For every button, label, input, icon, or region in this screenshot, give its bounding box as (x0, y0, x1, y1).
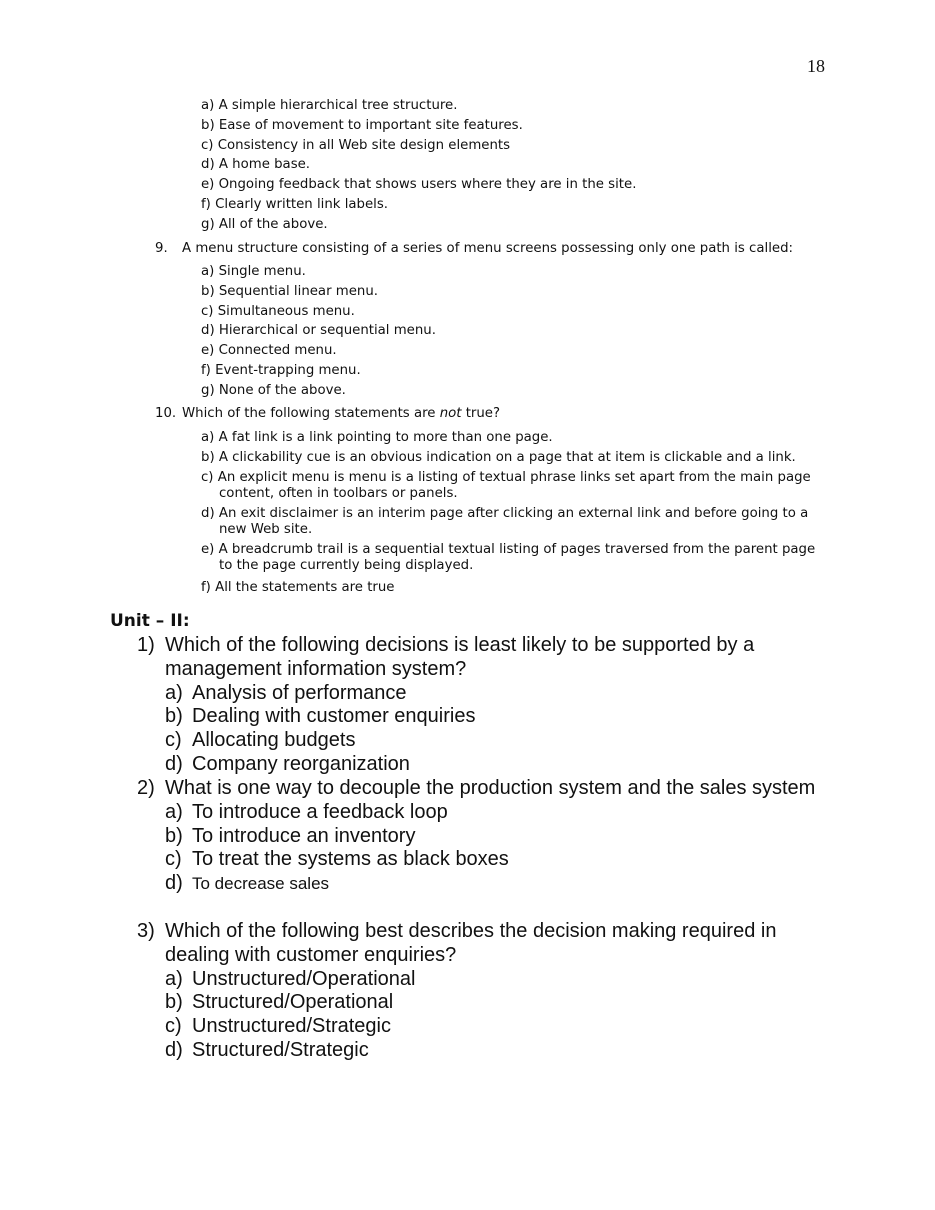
unit2-question-3 (137, 920, 817, 1063)
option-text: Company reorganization (192, 752, 410, 775)
option (165, 872, 817, 896)
option-letter: c) (165, 729, 182, 752)
option-text: Unstructured/Operational (192, 967, 416, 990)
option-letter: c) (165, 1015, 182, 1038)
option: g) None of the above. (201, 382, 346, 398)
question-9 (155, 239, 793, 259)
question-text: Which of the following decisions is least likely to be supported by a management information system? (165, 634, 755, 680)
option (165, 848, 817, 872)
question-text: A menu structure consisting of a series of menu screens possessing only one path is called: (182, 241, 794, 256)
option (165, 991, 817, 1015)
option: c) Simultaneous menu. (201, 303, 355, 319)
option-text: Analysis of performance (192, 681, 407, 704)
q9-options (201, 262, 436, 401)
option-letter: b) (165, 991, 183, 1014)
unit2-question-1 (137, 634, 817, 777)
option-letter: b) (165, 705, 183, 728)
question-text: What is one way to decouple the production system and the sales system (165, 777, 816, 799)
option: c) Consistency in all Web site design elements (201, 137, 511, 153)
option: b) Ease of movement to important site features. (201, 117, 523, 133)
option: a) A fat link is a link pointing to more than one page. (201, 430, 553, 445)
option (165, 825, 817, 849)
option: e) A breadcrumb trail is a sequential textual listing of pages traversed from the parent page to the page currently being displayed. (201, 541, 816, 574)
option-text: Structured/Strategic (192, 1038, 369, 1061)
question-number: 9. (155, 241, 168, 256)
option: f) Event-trapping menu. (201, 362, 361, 378)
q8-options (201, 96, 636, 235)
option (165, 705, 817, 729)
option-text: To introduce a feedback loop (192, 800, 448, 823)
unit2-question-2 (137, 777, 817, 896)
option (165, 801, 817, 825)
question-number: 2) (137, 777, 155, 799)
option-letter: a) (165, 967, 183, 990)
option: c) An explicit menu is menu is a listing of textual phrase links set apart from the main page content, often in toolbars or panels. (201, 469, 811, 502)
option: f) All the statements are true (201, 579, 395, 595)
option-text: Unstructured/Strategic (192, 1015, 391, 1038)
option (165, 753, 817, 777)
option: a) A simple hierarchical tree structure. (201, 98, 458, 113)
option-text: Dealing with customer enquiries (192, 705, 476, 728)
option (165, 1015, 817, 1039)
option (165, 968, 817, 992)
option-text: Structured/Operational (192, 991, 394, 1014)
option-text: Allocating budgets (192, 729, 356, 752)
question-text: Which of the following best describes the decision making required in dealing with customer enquiries? (165, 920, 777, 966)
question-text: Which of the following statements are (182, 406, 440, 421)
page-number: 18 (807, 56, 825, 76)
option (165, 682, 817, 706)
option: e) Connected menu. (201, 343, 337, 359)
question-number: 10. (155, 406, 177, 421)
option-text: To introduce an inventory (192, 824, 416, 847)
option: g) All of the above. (201, 216, 328, 232)
question-text-end: true? (461, 406, 501, 421)
q10-options (201, 428, 826, 597)
option: d) Hierarchical or sequential menu. (201, 323, 436, 339)
option-letter: d) (165, 1038, 183, 1061)
option-text: To decrease sales (192, 874, 330, 894)
unit-heading: Unit – II: (110, 611, 190, 631)
option-letter: d) (165, 752, 183, 775)
question-number: 3) (137, 920, 155, 942)
option (165, 1039, 817, 1063)
option-letter: a) (165, 800, 183, 823)
question-10 (155, 404, 500, 424)
option-letter: b) (165, 824, 183, 847)
option: b) Sequential linear menu. (201, 283, 378, 299)
option: b) A clickability cue is an obvious indication on a page that at item is clickable and a link. (201, 449, 796, 465)
option: f) Clearly written link labels. (201, 196, 389, 212)
option: d) A home base. (201, 157, 311, 173)
question-number: 1) (137, 634, 155, 656)
option: d) An exit disclaimer is an interim page after clicking an external link and before going to a new Web site. (201, 505, 809, 538)
option-letter: d) (165, 872, 183, 895)
option: a) Single menu. (201, 264, 306, 279)
option: e) Ongoing feedback that shows users where they are in the site. (201, 177, 637, 193)
option-letter: c) (165, 848, 182, 871)
question-emphasis: not (439, 406, 462, 421)
option-letter: a) (165, 681, 183, 704)
option (165, 729, 817, 753)
option-text: To treat the systems as black boxes (192, 848, 509, 871)
